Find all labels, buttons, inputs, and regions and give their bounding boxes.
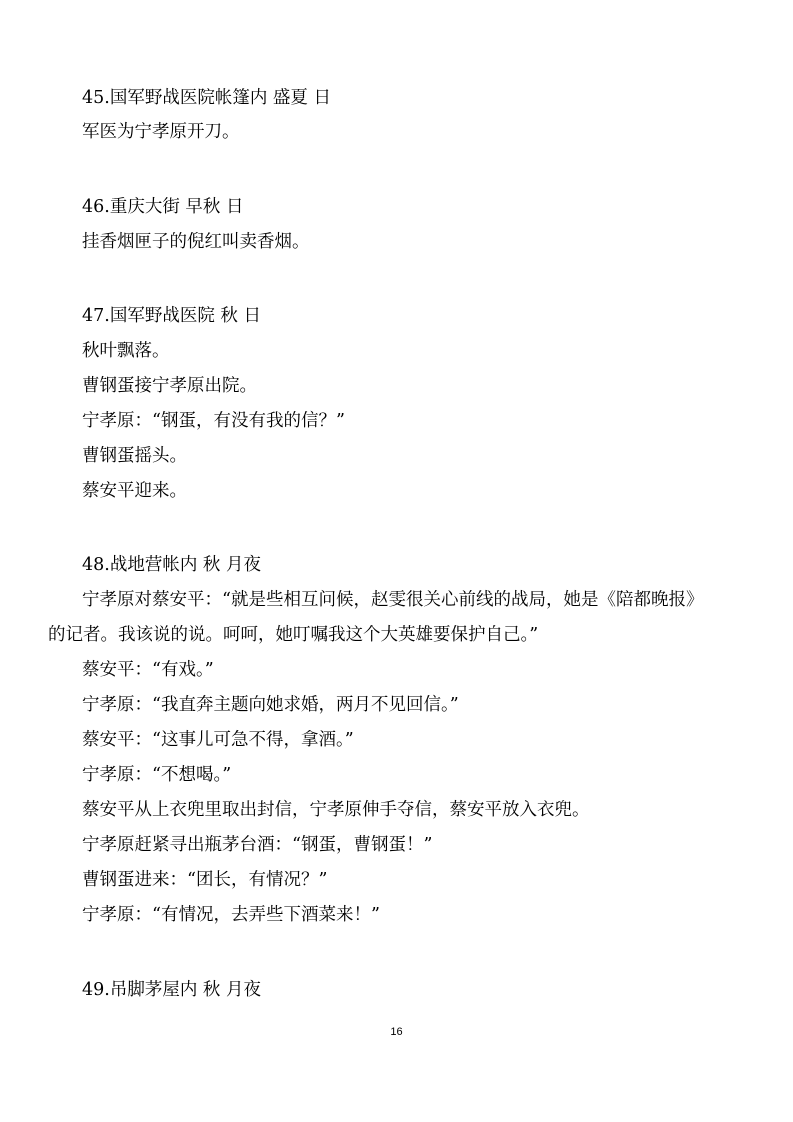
page-number: 16	[390, 1026, 403, 1038]
scene-47-line-3: 宁孝原：“钢蛋，有没有我的信？”	[82, 411, 345, 431]
scene-46-heading: 46.重庆大街 早秋 日	[82, 197, 244, 217]
scene-47-line-1: 秋叶飘落。	[82, 341, 170, 361]
scene-49-heading: 49.吊脚茅屋内 秋 月夜	[82, 980, 261, 1000]
scene-47-line-2: 曹钢蛋接宁孝原出院。	[82, 376, 257, 396]
scene-48-line-6: 宁孝原赶紧寻出瓶茅台酒：“钢蛋，曹钢蛋！”	[82, 835, 433, 855]
scene-46-line-1: 挂香烟匣子的倪红叫卖香烟。	[82, 232, 310, 252]
scene-47-heading: 47.国军野战医院 秋 日	[82, 306, 261, 326]
scene-48-line-1: 蔡安平：“有戏。”	[82, 660, 214, 680]
scene-47-line-4: 曹钢蛋摇头。	[82, 446, 187, 466]
scene-48-line-5: 蔡安平从上衣兜里取出封信，宁孝原伸手夺信，蔡安平放入衣兜。	[82, 800, 590, 820]
scene-47-line-5: 蔡安平迎来。	[82, 481, 187, 501]
scene-45-line-1: 军医为宁孝原开刀。	[82, 122, 240, 142]
scene-48-line-3: 蔡安平：“这事儿可急不得，拿酒。”	[82, 730, 354, 750]
scene-48-paragraph-line-2: 的记者。我该说的说。呵呵，她叮嘱我这个大英雄要保护自己。”	[48, 625, 539, 645]
scene-48-line-7: 曹钢蛋进来：“团长，有情况？”	[82, 870, 328, 890]
scene-48-line-2: 宁孝原：“我直奔主题向她求婚，两月不见回信。”	[82, 695, 459, 715]
scene-48-paragraph-line-1: 宁孝原对蔡安平：“就是些相互问候，赵雯很关心前线的战局，她是《陪都晚报》	[82, 590, 704, 610]
scene-48-line-8: 宁孝原：“有情况，去弄些下酒菜来！”	[82, 905, 380, 925]
scene-48-line-4: 宁孝原：“不想喝。”	[82, 765, 232, 785]
scene-48-heading: 48.战地营帐内 秋 月夜	[82, 555, 261, 575]
scene-45-heading: 45.国军野战医院帐篷内 盛夏 日	[82, 88, 331, 108]
